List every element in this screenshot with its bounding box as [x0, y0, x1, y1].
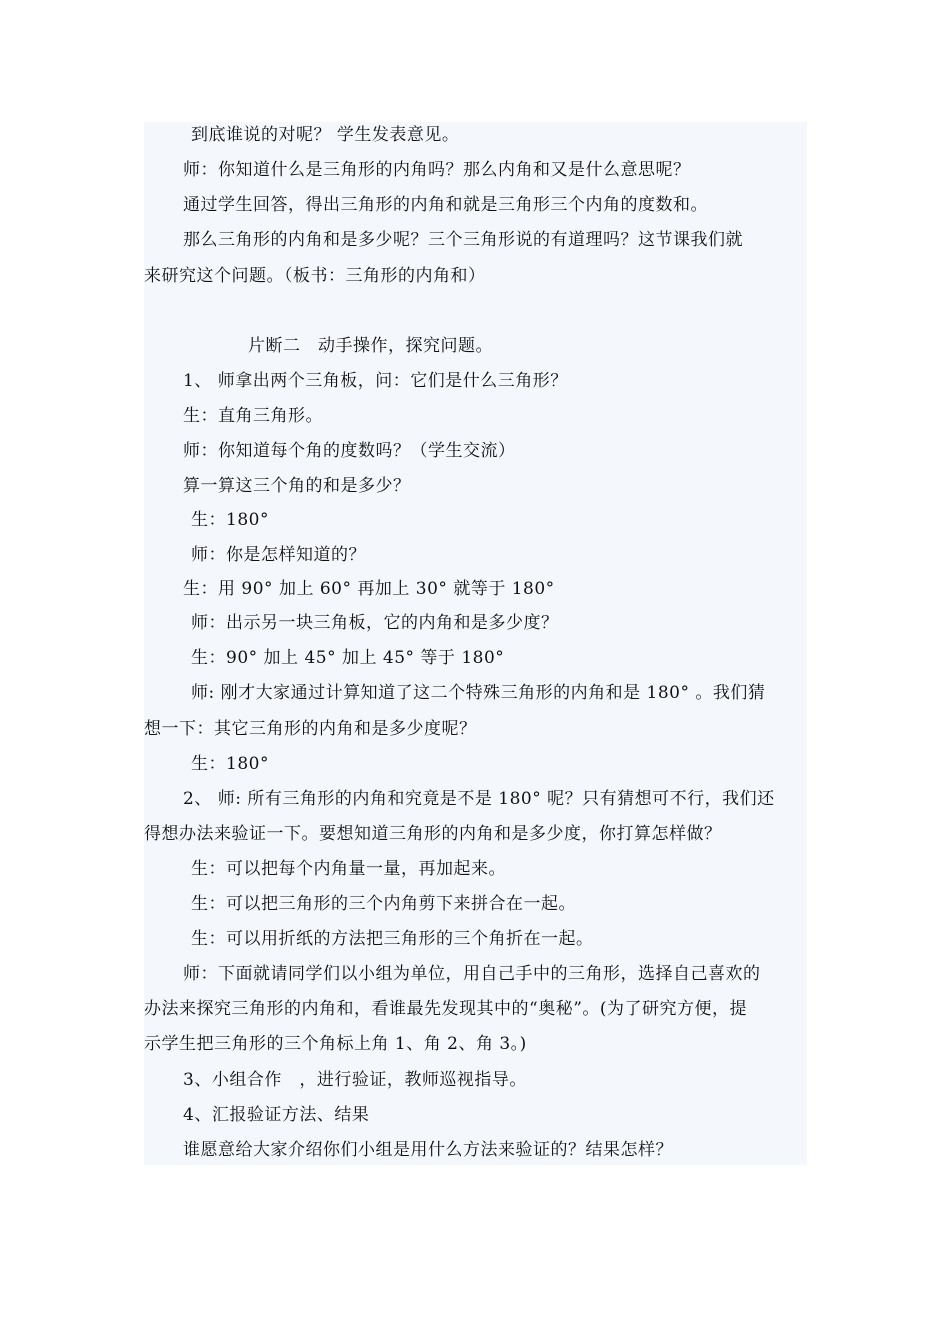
text-line: 师：你是怎样知道的？	[191, 545, 366, 565]
text-line: 生：90° 加上 45° 加上 45° 等于 180°	[191, 648, 505, 668]
text-line: 生：可以把三角形的三个内角剪下来拼合在一起。	[191, 894, 576, 914]
text-line: 得想办法来验证一下。要想知道三角形的内角和是多少度，你打算怎样做？	[144, 824, 722, 844]
text-line: 师：你知道每个角的度数吗？（学生交流）	[183, 441, 516, 461]
text-line: 想一下：其它三角形的内角和是多少度呢？	[144, 719, 477, 739]
text-line: 生：可以用折纸的方法把三角形的三个角折在一起。	[191, 929, 594, 949]
text-line: 生：直角三角形。	[183, 406, 323, 426]
text-line: 生：用 90° 加上 60° 再加上 30° 就等于 180°	[183, 579, 555, 599]
text-line: 师: 刚才大家通过计算知道了这二个特殊三角形的内角和是 180° 。我们猜	[191, 683, 766, 703]
text-line: 生：180°	[191, 510, 269, 530]
text-line: 3、小组合作 ，进行验证，教师巡视指导。	[183, 1070, 527, 1090]
section-heading: 片断二 动手操作，探究问题。	[248, 336, 493, 356]
text-line: 来研究这个问题。（板书：三角形的内角和）	[144, 266, 486, 286]
text-line: 2、 师: 所有三角形的内角和究竟是不是 180° 呢？只有猜想可不行，我们还	[183, 789, 775, 809]
text-line: 那么三角形的内角和是多少呢？三个三角形说的有道理吗？这节课我们就	[183, 230, 743, 250]
text-line: 师：你知道什么是三角形的内角吗？那么内角和又是什么意思呢？	[183, 160, 691, 180]
text-line: 生：180°	[191, 754, 269, 774]
text-line: 谁愿意给大家介绍你们小组是用什么方法来验证的？结果怎样？	[183, 1140, 673, 1160]
text-line: 到底谁说的对呢？ 学生发表意见。	[191, 125, 460, 145]
text-block	[144, 122, 807, 1165]
text-line: 师：出示另一块三角板，它的内角和是多少度？	[191, 613, 559, 633]
text-line: 算一算这三个角的和是多少？	[183, 476, 411, 496]
text-line: 4、汇报验证方法、结果	[183, 1105, 370, 1125]
text-line: 办法来探究三角形的内角和，看谁最先发现其中的“奥秘”。(为了研究方便，提	[144, 999, 748, 1019]
text-line: 通过学生回答，得出三角形的内角和就是三角形三个内角的度数和。	[183, 195, 708, 215]
text-line: 示学生把三角形的三个角标上角 1、角 2、角 3。)	[144, 1034, 527, 1054]
text-line: 师：下面就请同学们以小组为单位，用自己手中的三角形，选择自己喜欢的	[183, 964, 761, 984]
text-line: 生：可以把每个内角量一量，再加起来。	[191, 859, 506, 879]
text-line: 1、 师拿出两个三角板，问：它们是什么三角形？	[183, 371, 568, 391]
